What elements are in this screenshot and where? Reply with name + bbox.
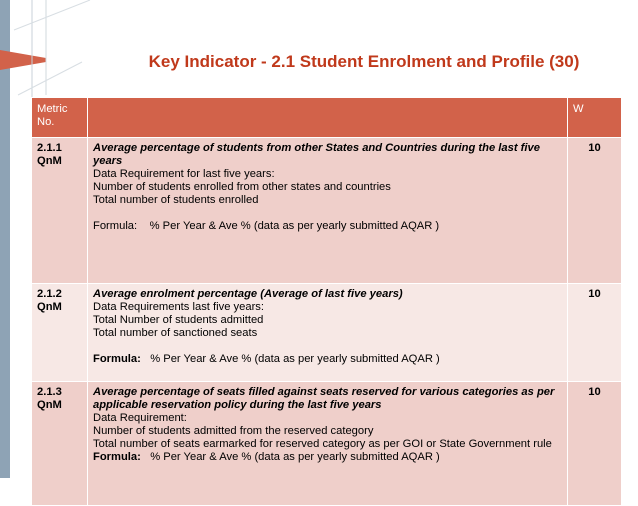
- table-row: [32, 382, 622, 506]
- metric-description-cell: [88, 284, 568, 382]
- metric-weight: 10: [568, 138, 622, 284]
- metric-number-cell: [32, 382, 88, 506]
- formula-label: Formula:: [93, 220, 138, 232]
- metric-type: QnM: [37, 301, 62, 313]
- metric-requirement-line: Data Requirement:: [93, 412, 187, 424]
- metric-type: QnM: [37, 399, 62, 411]
- table-row: [32, 138, 622, 284]
- metric-formula: [93, 220, 562, 233]
- metric-title: Average enrolment percentage (Average of last five years): [93, 288, 403, 300]
- table-row: [32, 284, 622, 382]
- metric-number: 2.1.3: [37, 386, 62, 398]
- metric-weight: 10: [568, 382, 622, 506]
- slide-title: Key Indicator - 2.1 Student Enrolment and Profile (30): [148, 52, 580, 71]
- metric-description-cell: [88, 382, 568, 506]
- metric-requirement-line: Number of students admitted from the reserved category: [93, 425, 374, 437]
- metric-requirement-line: Total Number of students admitted: [93, 314, 264, 326]
- metric-weight: 10: [568, 284, 622, 382]
- metric-requirement-line: Total number of students enrolled: [93, 194, 259, 206]
- metric-number: 2.1.2: [37, 288, 62, 300]
- metric-number: 2.1.1: [37, 142, 62, 154]
- formula-text: % Per Year & Ave % (data as per yearly submitted AQAR ): [150, 451, 440, 463]
- metric-type: QnM: [37, 155, 62, 167]
- metrics-table: [31, 97, 622, 506]
- formula-label: Formula:: [93, 451, 141, 463]
- metric-number-cell: [32, 138, 88, 284]
- metric-formula: [93, 451, 562, 464]
- metric-requirement-line: Data Requirements last five years:: [93, 301, 264, 313]
- formula-text: % Per Year & Ave % (data as per yearly submitted AQAR ): [150, 353, 440, 365]
- header-metric-no: Metric No.: [32, 98, 88, 138]
- metric-number-cell: [32, 284, 88, 382]
- metric-formula: [93, 353, 562, 366]
- metric-title: Average percentage of students from other States and Countries during the last five years: [93, 142, 540, 167]
- metric-requirement-line: Total number of sanctioned seats: [93, 327, 258, 339]
- metric-description-cell: [88, 138, 568, 284]
- formula-text: % Per Year & Ave % (data as per yearly submitted AQAR ): [149, 220, 440, 232]
- header-description: [88, 98, 568, 138]
- metric-requirement-line: Number of students enrolled from other states and countries: [93, 181, 391, 193]
- metric-requirement-line: Total number of seats earmarked for reserved category as per GOI or State Government rule: [93, 438, 552, 450]
- header-weight: W: [568, 98, 622, 138]
- metric-title: Average percentage of seats filled against seats reserved for various categories as per applicable reservation policy during the last five years: [93, 386, 555, 411]
- formula-label: Formula:: [93, 353, 141, 365]
- table-header-row: [32, 98, 622, 138]
- metric-requirement-line: Data Requirement for last five years:: [93, 168, 275, 180]
